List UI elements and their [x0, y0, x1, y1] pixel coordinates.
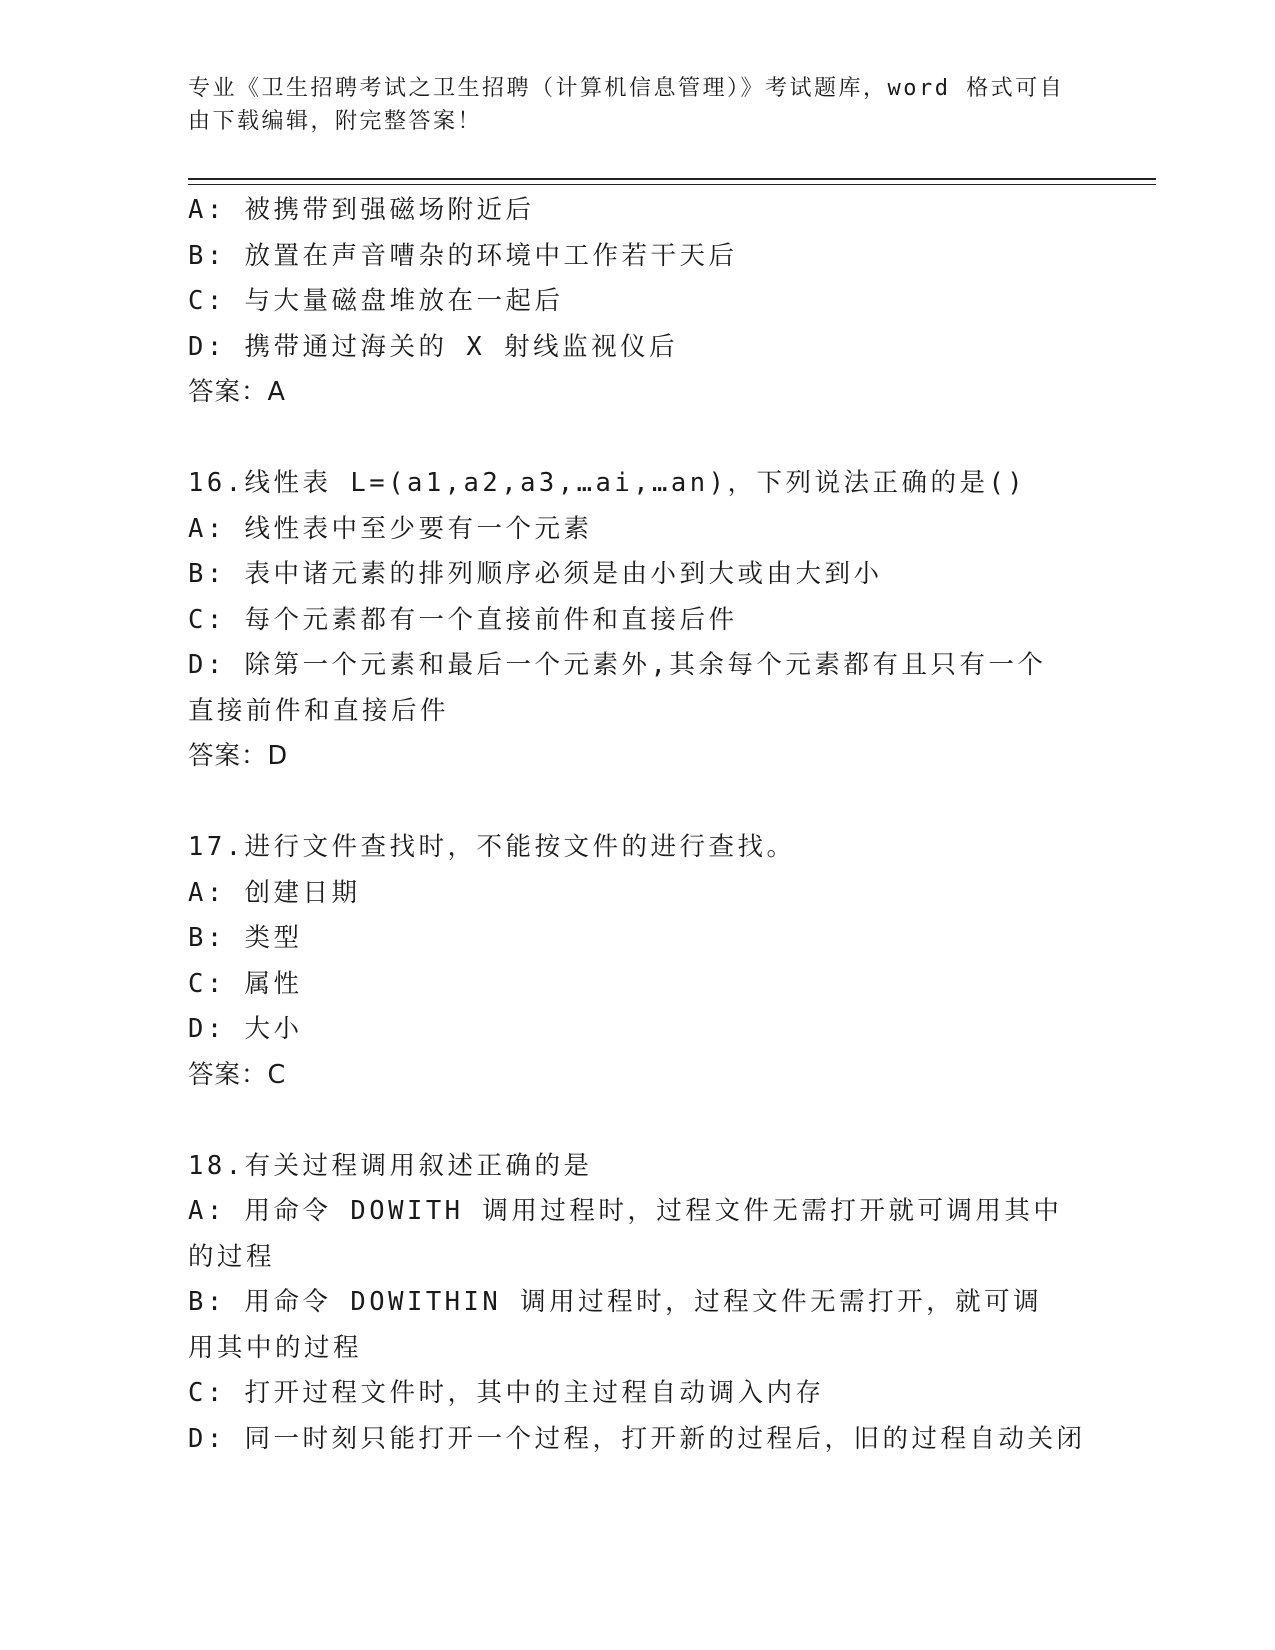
- option-d: D: 除第一个元素和最后一个元素外,其余每个元素都有且只有一个直接前件和直接后件: [188, 650, 1047, 726]
- question-list: [188, 188, 1088, 1462]
- option-a: A: 被携带到强磁场附近后: [188, 195, 535, 225]
- question-block-17: [188, 825, 1088, 1098]
- option-b: B: 表中诸元素的排列顺序必须是由小到大或由大到小: [188, 559, 883, 589]
- question-block-18: [188, 1144, 1088, 1463]
- question-spacer: [188, 1098, 1088, 1144]
- option-c: C: 每个元素都有一个直接前件和直接后件: [188, 604, 738, 635]
- answer-line: 答案：C: [188, 1059, 287, 1090]
- option-b: B: 用命令 DOWITHIN 调用过程时，过程文件无需打开，就可调用其中的过程: [188, 1287, 1043, 1363]
- option-c: C: 打开过程文件时，其中的主过程自动调入内存: [188, 1378, 825, 1408]
- option-d: D: 携带通过海关的 X 射线监视仪后: [188, 331, 679, 362]
- question-stem: 17.进行文件查找时，不能按文件的进行查找。: [188, 832, 796, 862]
- option-a: A: 线性表中至少要有一个元素: [188, 513, 593, 544]
- option-a: A: 用命令 DOWITH 调用过程时，过程文件无需打开就可调用其中的过程: [188, 1196, 1063, 1272]
- question-stem: 16.线性表 L=(a1,a2,a3,…ai,…an)，下列说法正确的是(): [188, 468, 1027, 498]
- option-b: B: 放置在声音嘈杂的环境中工作若干天后: [188, 240, 738, 271]
- option-c: C: 属性: [188, 968, 303, 999]
- question-spacer: [188, 780, 1088, 826]
- question-block-15: [188, 188, 1088, 416]
- header-divider-thin: [188, 184, 1156, 185]
- header-intro-text: 专业《卫生招聘考试之卫生招聘（计算机信息管理）》考试题库，word 格式可自由下载编辑，附完整答案！: [188, 76, 1065, 134]
- option-d: D: 大小: [188, 1014, 303, 1044]
- question-stem: 18.有关过程调用叙述正确的是: [188, 1150, 593, 1181]
- question-spacer: [188, 416, 1088, 462]
- answer-line: 答案：A: [188, 377, 286, 407]
- option-c: C: 与大量磁盘堆放在一起后: [188, 286, 564, 316]
- answer-line: 答案：D: [188, 741, 289, 771]
- option-d: D: 同一时刻只能打开一个过程，打开新的过程后，旧的过程自动关闭: [188, 1423, 1086, 1454]
- document-header: [188, 72, 1068, 138]
- question-block-16: [188, 461, 1088, 780]
- option-b: B: 类型: [188, 923, 303, 953]
- header-divider-thick: [188, 178, 1156, 180]
- option-a: A: 创建日期: [188, 877, 361, 908]
